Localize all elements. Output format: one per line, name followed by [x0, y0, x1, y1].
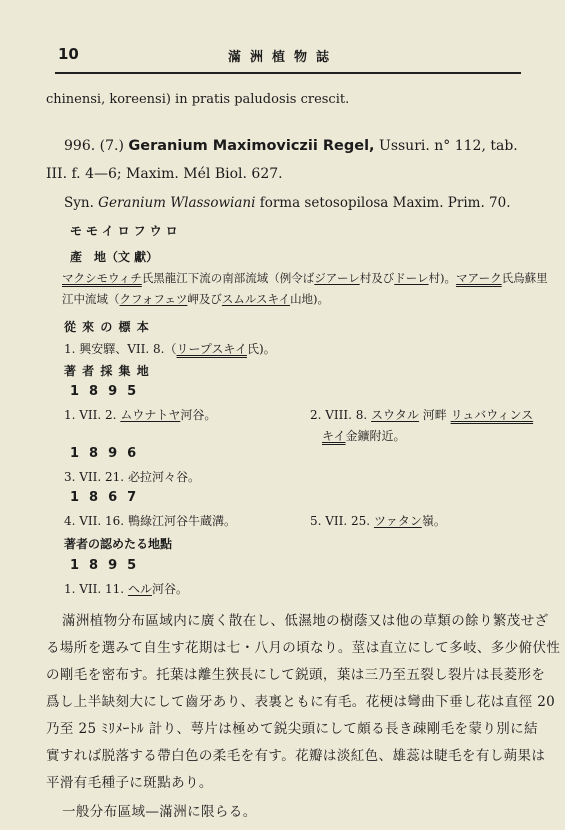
description-line: 實すれば脱落する帶白色の柔毛を有す。花瓣は淡紅色、雄蕊は睫毛を有し蒴果は: [46, 748, 546, 764]
place-name: ツァタン: [373, 514, 422, 528]
place-name: リュバウィンス: [450, 408, 534, 422]
year-1895: 1895: [70, 384, 147, 399]
confirmed-heading: 著者の認めたる地點: [64, 537, 173, 551]
japanese-name: モモイロフウロ: [70, 224, 182, 238]
name-maximowicz: マクシモウィチ: [62, 271, 142, 285]
text: 河谷。: [180, 408, 217, 422]
text: 5. VII. 25.: [310, 514, 374, 528]
species-heading: [64, 138, 518, 154]
collected-item-2-cont: [322, 427, 406, 444]
collected-item-3: 3. VII. 21. 必拉河々谷。: [64, 470, 200, 484]
header-rule: [55, 72, 521, 74]
collected-heading: 著 者 採 集 地: [64, 364, 150, 378]
year-1867: 1867: [70, 490, 147, 505]
text: 1. VII. 11.: [64, 582, 128, 596]
species-number: 996. (7.): [64, 138, 124, 154]
locality-line-1: [62, 270, 548, 286]
collected-item-4: 4. VII. 16. 鴨綠江河谷牛蔵溝。: [64, 514, 236, 528]
text: 1. 興安驛、VII. 8.（: [64, 342, 177, 356]
species-name: Geranium Maximoviczii Regel,: [128, 138, 375, 154]
year-1896: 1896: [70, 446, 147, 461]
place-name: ジアーレ: [314, 271, 360, 285]
intro-line: chinensi, koreensi) in pratis paludosis crescit.: [46, 92, 350, 107]
synonym-line: [64, 195, 511, 211]
place-name: キイ: [322, 429, 346, 443]
previous-specimens-heading: 從 來 の 標 本: [64, 320, 150, 334]
description-line: 平滑有毛種子に斑點あり。: [46, 775, 213, 791]
distribution-line: 一般分布區域—滿洲に限らる。: [62, 804, 257, 820]
description-line: 乃至 25 ﾐﾘﾒｰﾄﾙ 計り、萼片は極めて鋭尖頭にして頗る長き疎剛毛を蒙り別に結: [46, 721, 538, 737]
text: 1. VII. 2.: [64, 408, 121, 422]
collector-name: リープスキイ: [176, 342, 247, 356]
place-name: ムウナトヤ: [120, 408, 181, 422]
page-number: 10: [58, 45, 79, 63]
synonym-prefix: Syn.: [64, 195, 94, 211]
year-1895-confirmed: 1895: [70, 558, 147, 573]
description-line: る場所を選みて自生す花期は七・八月の頃なり。莖は直立にして多岐、多少俯伏性: [46, 640, 561, 656]
previous-specimen-item: [64, 340, 276, 357]
place-name: スムルスキイ: [221, 292, 291, 306]
place-name: スウタル: [371, 408, 419, 422]
species-citation: Ussuri. n° 112, tab.: [379, 138, 518, 154]
text: 氏黑龍江下流の南部流域（例令ば: [141, 271, 315, 285]
text: 村)。: [428, 271, 457, 285]
collected-item-2: [310, 406, 533, 423]
text: 2. VIII. 8.: [310, 408, 372, 422]
synonym-name: Geranium Wlassowiani: [98, 195, 256, 211]
text: 山地)。: [290, 292, 330, 306]
description-line: の剛毛を密布す。托葉は離生狹長にして鋭頭，葉は三乃至五裂し裂片は長菱形を: [46, 667, 546, 683]
species-citation-cont: III. f. 4—6; Maxim. Mél Biol. 627.: [46, 166, 283, 182]
text: 江中流域（: [62, 292, 120, 306]
text: 嶺。: [421, 514, 446, 528]
text: 岬及び: [187, 292, 222, 306]
text: 氏)。: [246, 342, 276, 356]
description-line: 爲し上半缺刻大にして齒牙あり、表裏ともに有毛。花梗は彎曲下垂し花は直徑 20: [46, 694, 556, 710]
text: 河畔: [418, 408, 451, 422]
text: 村及び: [359, 271, 395, 285]
collected-item-1: [64, 406, 216, 423]
text: 河谷。: [151, 582, 188, 596]
synonym-rest: forma setosopilosa Maxim. Prim. 70.: [259, 195, 511, 211]
locality-heading: 產 地（文 獻）: [70, 250, 159, 264]
collected-item-5: [310, 512, 446, 529]
confirmed-item-1: [64, 580, 188, 597]
place-name: クフォフェツ: [119, 292, 188, 306]
place-name: ドーレ: [394, 271, 429, 285]
locality-line-2: [62, 291, 329, 307]
place-name: ヘル: [127, 582, 152, 596]
running-title: 滿洲植物誌: [228, 50, 339, 65]
text: 金鑛附近。: [345, 429, 406, 443]
name-maack: マアーク: [456, 271, 502, 285]
text: 氏烏蘇里: [501, 271, 548, 285]
description-line: 滿洲植物分布區域内に廣く散在し、低濕地の樹蔭又は他の草類の餘り繁茂せざ: [62, 613, 549, 629]
